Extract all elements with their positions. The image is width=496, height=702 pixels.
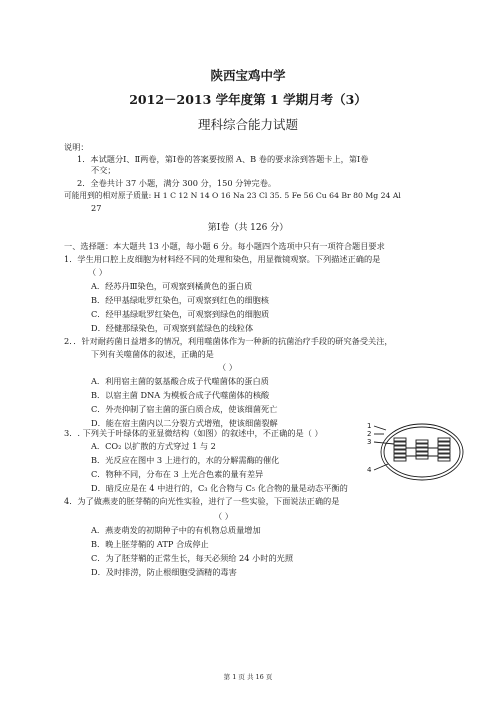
volume-1-title: 第Ⅰ卷（共 126 分） — [207, 223, 289, 233]
diagram-label-2: 2 — [367, 430, 372, 438]
question-3-stem: 3．. 下列关于叶绿体的亚显微结构（如图）的叙述中，不正确的是（ ） — [64, 428, 323, 438]
question-2-stem-cont: 下列有关噬菌体的叙述，正确的是 — [91, 349, 214, 359]
question-4-stem: 4．为了做燕麦的胚芽鞘的向光性实验，进行了一些实验，下面说法正确的是 — [64, 496, 340, 506]
grana-stack-2 — [416, 440, 428, 459]
pointer-line-3 — [374, 442, 394, 444]
question-2-option-b: B．以宿主菌 DNA 为模板合成子代噬菌体的核酸 — [91, 390, 270, 400]
question-1-option-a: A．经苏丹Ⅲ染色，可观察到橘黄色的蛋白质 — [91, 281, 253, 291]
question-3-option-c: C．物种不同，分布在 3 上光合色素的量有差异 — [91, 469, 264, 479]
question-4-option-c: C．为了胚芽鞘的正常生长，每天必须给 24 小时的光照 — [91, 553, 294, 563]
grana-stack-3 — [438, 438, 450, 461]
question-2-option-d: D．能在宿主菌内以二分裂方式增殖，使该细菌裂解 — [91, 418, 278, 428]
instruction-item-2: 2．全卷共计 37 小题，满分 300 分，150 分钟完卷。 — [77, 178, 277, 188]
exam-year-title: 2012－2013 学年度第 1 学期月考（3） — [129, 92, 367, 107]
question-3-option-a: A．CO₂ 以扩散的方式穿过 1 与 2 — [91, 441, 216, 451]
exam-subject-title: 理科综合能力试题 — [197, 117, 298, 132]
question-2-paren: （ ） — [218, 362, 237, 372]
question-1-option-c: C．经甲基绿吡罗红染色，可观察到绿色的细胞质 — [91, 309, 270, 319]
instruction-item-1: 1．本试题分Ⅰ、Ⅱ两卷，第Ⅰ卷的答案要按照 A、B 卷的要求涂到答题卡上，第Ⅰ卷 — [77, 154, 369, 164]
question-4-option-a: A．燕麦萌发的初期种子中的有机物总质量增加 — [91, 525, 261, 535]
instructions-title: 说明： — [64, 142, 89, 152]
question-4-option-b: B．晚上胚芽鞘的 ATP 合成停止 — [91, 539, 209, 549]
question-2-stem: 2．．针对耐药菌日益增多的情况，利用噬菌体作为一种新的抗菌治疗手段的研究备受关注， — [64, 336, 393, 346]
question-1-stem: 1．学生用口腔上皮细胞为材料经不同的处理和染色，用显微镜观察。下列描述正确的是 — [64, 254, 381, 264]
question-2-option-a: A．利用宿主菌的氨基酸合成子代噬菌体的蛋白质 — [91, 376, 269, 386]
question-4-paren: （ ） — [214, 511, 233, 521]
diagram-label-4: 4 — [367, 466, 372, 474]
diagram-label-1: 1 — [367, 422, 372, 430]
question-1-option-d: D．经健那绿染色，可观察到蓝绿色的线粒体 — [91, 323, 254, 333]
pointer-line-4 — [374, 464, 388, 470]
atomic-masses: 可能用到的相对原子质量: H 1 C 12 N 14 O 16 Na 23 Cl 35. 5 Fe 56 Cu 64 Br 80 Mg 24 Al — [64, 191, 401, 200]
question-1-option-b: B．经甲基绿吡罗红染色，可观察到红色的细胞核 — [91, 295, 269, 305]
chloroplast-diagram — [366, 420, 466, 482]
section-1-intro: 一、选择题：本大题共 13 小题，每小题 6 分。每小题四个选项中只有一项符合题目要求 — [64, 241, 385, 251]
question-1-paren: （ ） — [88, 267, 107, 277]
grana-stack-1 — [394, 438, 406, 461]
question-4-option-d: D．及时排涝，防止根细胞受酒精的毒害 — [91, 567, 237, 577]
diagram-label-3: 3 — [367, 438, 372, 446]
school-name: 陕西宝鸡中学 — [210, 68, 286, 83]
instruction-item-1-cont: 不交； — [91, 165, 116, 175]
atomic-masses-cont: 27 — [91, 203, 102, 213]
pointer-line-1 — [374, 426, 386, 430]
question-3-option-b: B．光反应在图中 3 上进行的，水的分解需酶的催化 — [91, 455, 280, 465]
question-2-option-c: C．外壳抑制了宿主菌的蛋白质合成，使该细菌死亡 — [91, 404, 278, 414]
question-3-option-d: D．暗反应是在 4 中进行的，C₃ 化合物与 C₅ 化合物的量是动态平衡的 — [91, 483, 348, 493]
page-footer: 第 1 页 共 16 页 — [223, 673, 273, 681]
